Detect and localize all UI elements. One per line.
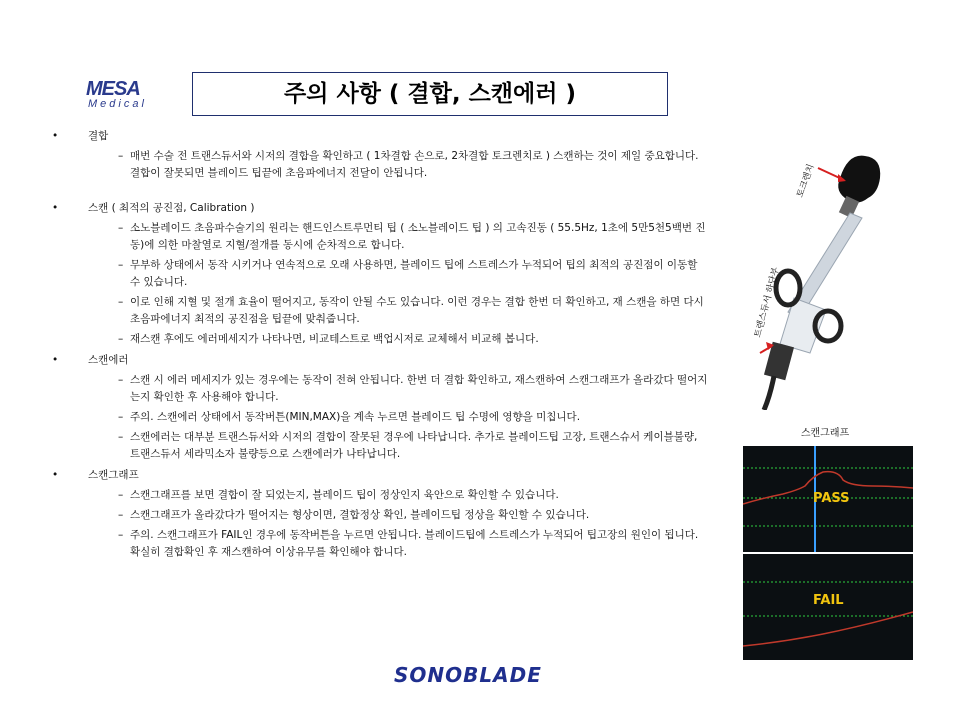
dash-icon: – xyxy=(118,374,124,386)
list-item xyxy=(50,220,710,254)
list-item-text: 소노블레이드 초음파수술기의 원리는 핸드인스트루먼티 팁 ( 소노블레이드 팁 ) 의 고속진동 ( 55.5Hz, 1초에 5만5천5백번 진동)에 의한 마찰열로 지혈/절개를 동시에 순차적으로 합니다. xyxy=(130,222,706,251)
slide-title-box xyxy=(192,72,668,116)
list-item xyxy=(50,429,710,463)
scan-graph-pass xyxy=(743,446,913,552)
dash-icon: – xyxy=(118,489,124,501)
list-item-text: 스캔 시 에러 메세지가 있는 경우에는 동작이 전혀 안됩니다. 한번 더 결합 확인하고, 재스캔하여 스캔그래프가 올라갔다 떨어지는지 확인한 후 사용해야 합니다. xyxy=(130,374,708,403)
dash-icon: – xyxy=(118,509,124,521)
section-heading xyxy=(50,128,710,145)
pass-text: PASS xyxy=(813,491,850,506)
torque-wrench-label: 토크렌치 xyxy=(795,162,817,200)
list-item-text: 이로 인해 지혈 및 절개 효율이 떨어지고, 동작이 안될 수도 있습니다. 이런 경우는 결합 한번 더 확인하고, 재 스캔을 하면 다시 초음파에너지 최적의 공진점을 팁끝에 맞춰줍니다. xyxy=(130,296,704,325)
section-heading xyxy=(50,200,710,217)
list-item xyxy=(50,507,710,524)
dash-icon: – xyxy=(118,296,124,308)
list-item-text: 스캔에러는 대부분 트랜스듀서와 시저의 결합이 잘못된 경우에 나타납니다. 추가로 블레이드팁 고장, 트랜스슈서 케이블불량, 트랜스듀서 세라믹소자 불량등으로 스캔에러가 나타납니다. xyxy=(130,431,698,460)
list-item-text: 매번 수술 전 트랜스듀서와 시저의 결합을 확인하고 ( 1차결합 손으로, 2차결합 토크렌치로 ) 스캔하는 것이 제일 중요합니다. 결합이 잘못되면 블레이드 팁끝에 초음파에너지 전달이 안됩니다. xyxy=(130,150,699,179)
list-item-text: 무부하 상태에서 동작 시키거나 연속적으로 오래 사용하면, 블레이드 팁에 스트레스가 누적되어 팁의 최적의 공진점이 이동할 수 있습니다. xyxy=(130,259,698,288)
list-item xyxy=(50,372,710,406)
list-item-text: 주의. 스캔에러 상태에서 동작버튼(MIN,MAX)을 계속 누르면 블레이드 팁 수명에 영향을 미칩니다. xyxy=(130,411,581,423)
section-heading-text: 스캔 ( 최적의 공진점, Calibration ) xyxy=(88,202,255,214)
list-item xyxy=(50,294,710,328)
list-item xyxy=(50,257,710,291)
list-item-text: 재스캔 후에도 에러메세지가 나타나면, 비교테스트로 백업시저로 교체해서 비교해 봅니다. xyxy=(130,333,539,345)
logo-brand: MESA xyxy=(86,78,140,100)
transducer-label: 트랜스듀서 하단부 xyxy=(753,266,782,339)
dash-icon: – xyxy=(118,411,124,423)
section-heading-text: 스캔그래프 xyxy=(88,469,139,481)
sonoblade-brand: SONOBLADE xyxy=(394,663,542,687)
fail-text: FAIL xyxy=(813,593,844,608)
dash-icon: – xyxy=(118,431,124,443)
bullet-icon: • xyxy=(52,202,59,214)
list-item-text: 주의. 스캔그래프가 FAIL인 경우에 동작버튼을 누르면 안됩니다. 블레이드팁에 스트레스가 누적되어 팁고장의 원인이 됩니다. 확실히 결합확인 후 재스캔하여 이상유무를 확인해야 합니다. xyxy=(130,529,699,558)
scan-graph-fail xyxy=(743,554,913,660)
logo-subtitle: Medical xyxy=(88,98,147,110)
mesa-medical-logo xyxy=(86,78,156,114)
list-item xyxy=(50,148,710,182)
dash-icon: – xyxy=(118,150,124,162)
torque-wrench-knob xyxy=(838,156,880,203)
list-item xyxy=(50,527,710,561)
dash-icon: – xyxy=(118,222,124,234)
list-item xyxy=(50,409,710,426)
list-item-text: 스캔그래프를 보면 결합이 잘 되었는지, 블레이드 팁이 정상인지 육안으로 확인할 수 있습니다. xyxy=(130,489,559,501)
slide-content xyxy=(50,124,710,561)
ultrasonic-device-illustration xyxy=(730,148,910,410)
scan-graph-label: 스캔그래프 xyxy=(800,428,850,439)
bullet-icon: • xyxy=(52,130,59,142)
list-item xyxy=(50,331,710,348)
section-heading-text: 스캔에러 xyxy=(88,354,129,366)
section-heading xyxy=(50,352,710,369)
list-item-text: 스캔그래프가 올라갔다가 떨어지는 형상이면, 결합정상 확인, 블레이드팁 정상을 확인할 수 있습니다. xyxy=(130,509,590,521)
section-heading xyxy=(50,467,710,484)
dash-icon: – xyxy=(118,259,124,271)
section-heading-text: 결합 xyxy=(88,130,109,142)
bullet-icon: • xyxy=(52,354,59,366)
bullet-icon: • xyxy=(52,469,59,481)
slide-title: 주의 사항 ( 결합, 스캔에러 ) xyxy=(284,81,576,107)
transducer-cable xyxy=(764,376,774,410)
dash-icon: – xyxy=(118,333,124,345)
list-item xyxy=(50,487,710,504)
dash-icon: – xyxy=(118,529,124,541)
